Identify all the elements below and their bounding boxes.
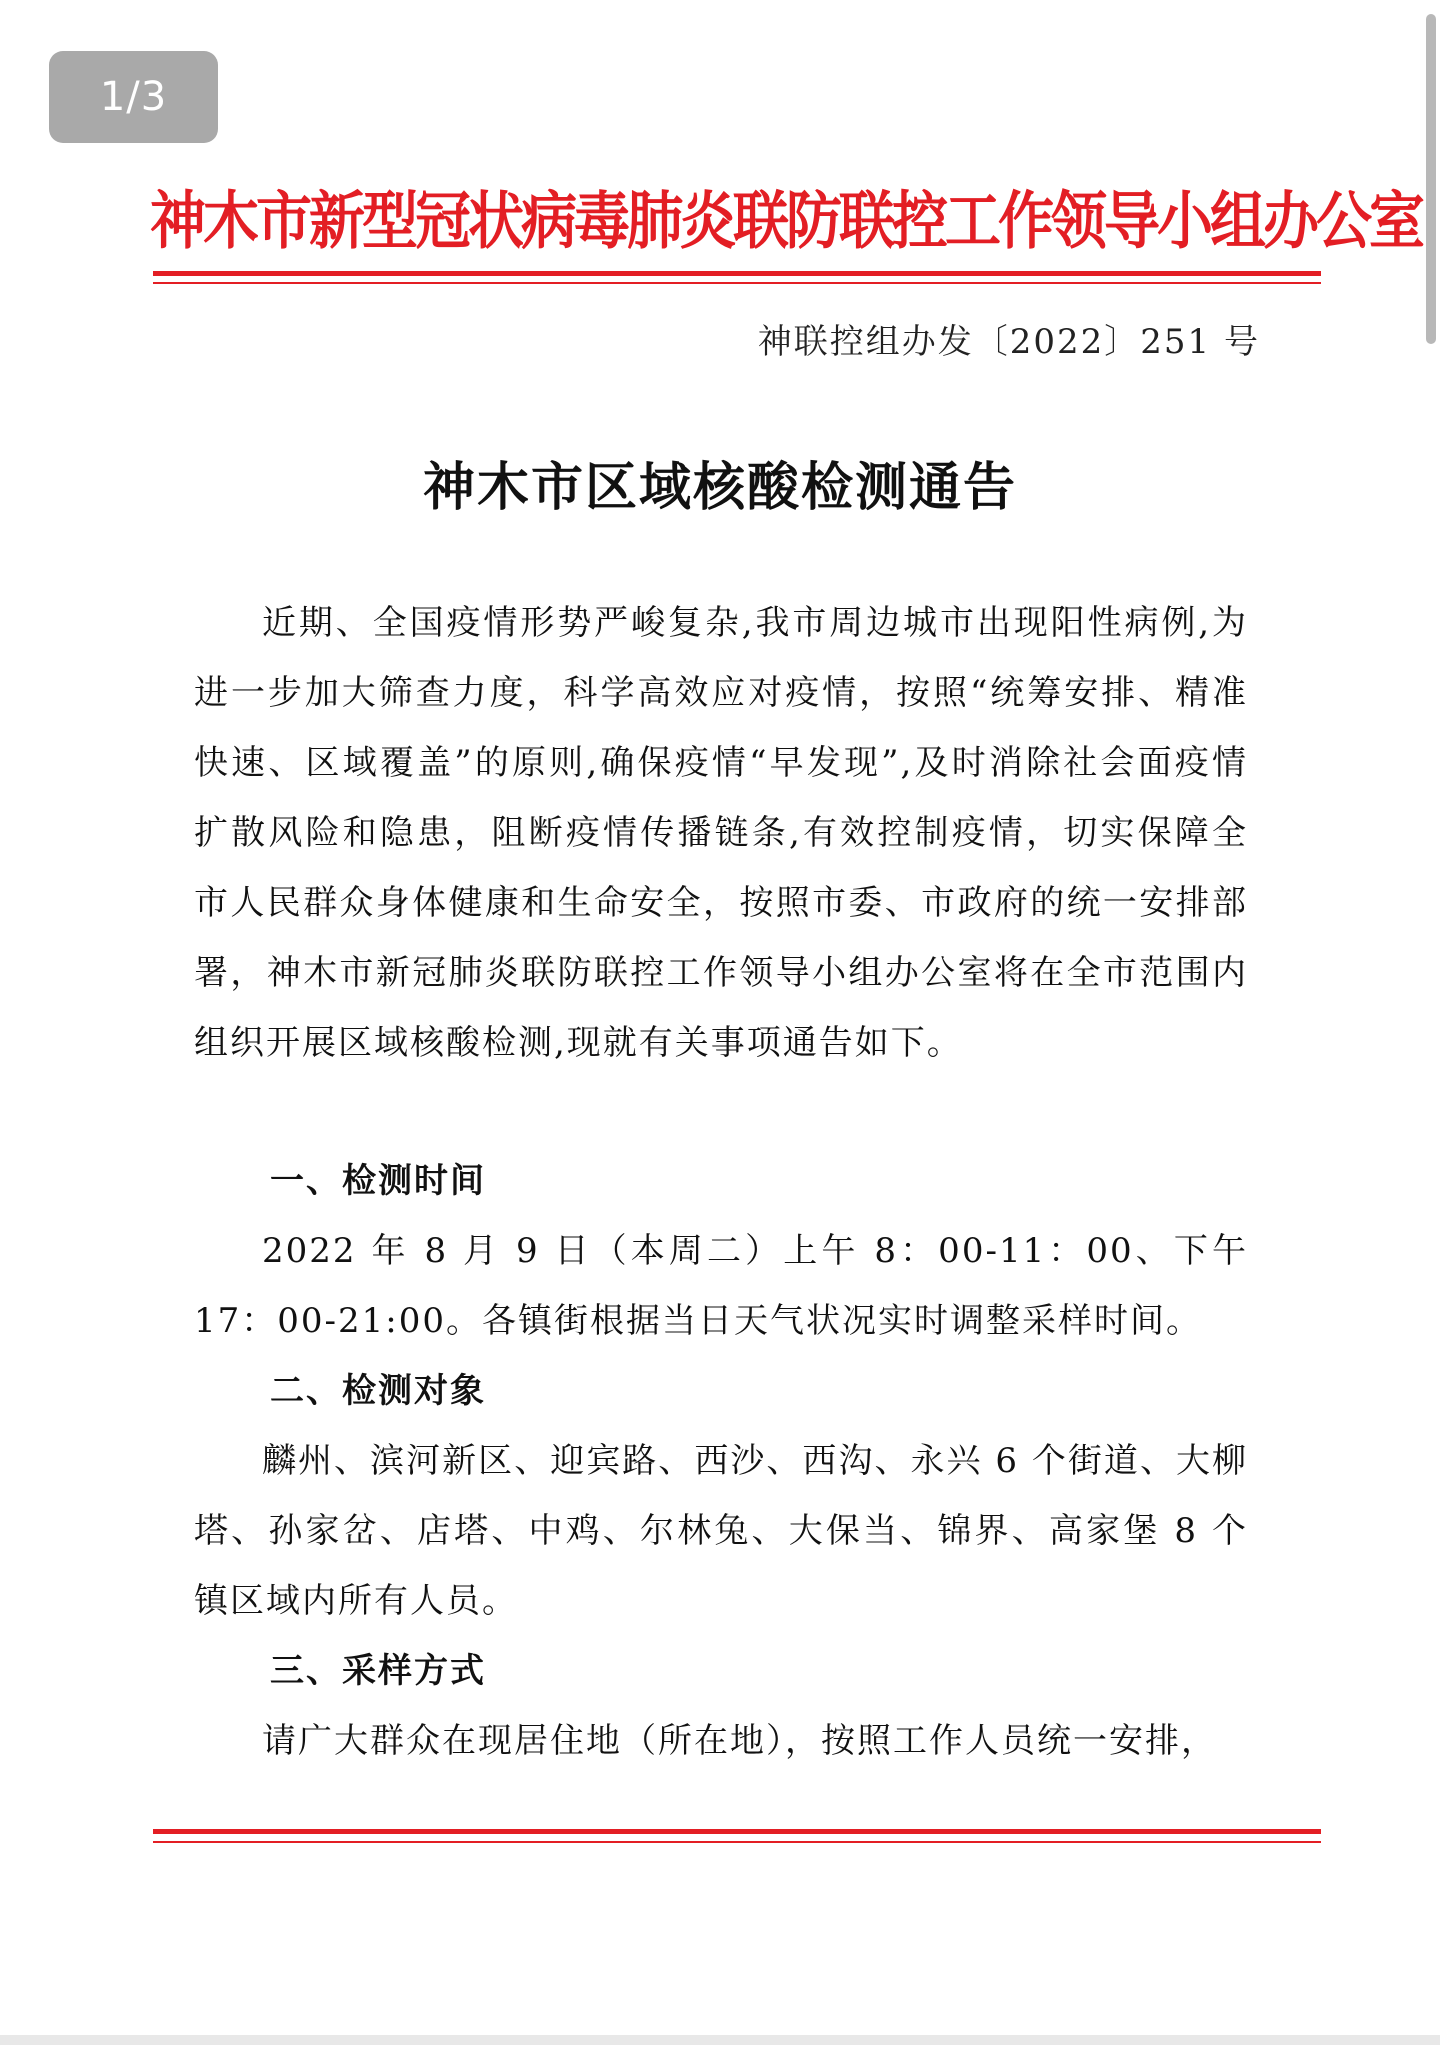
footer-rule-thin — [153, 1841, 1321, 1843]
document-title: 神木市区域核酸检测通告 — [422, 458, 1017, 518]
document-number: 神联控组办发〔2022〕251 号 — [757, 322, 1260, 362]
section-body-targets: 麟州、滨河新区、迎宾路、西沙、西沟、永兴 6 个街道、大柳塔、孙家岔、店塔、中鸡、尔林兔、大保当、锦界、高家堡 8 个镇区域内所有人员。 — [194, 1441, 1248, 1621]
footer-rule-thick — [153, 1829, 1321, 1834]
section-heading-time: 一、检测时间 — [270, 1161, 486, 1201]
page-indicator: 1/3 — [49, 51, 218, 143]
issuer-header: 神木市新型冠状病毒肺炎联防联控工作领导小组办公室 — [150, 185, 1422, 259]
section-body-time: 2022 年 8 月 9 日（本周二）上午 8：00-11：00、下午 17：00-21:00。各镇街根据当日天气状况实时调整采样时间。 — [194, 1231, 1248, 1341]
header-rule-thick — [153, 271, 1321, 276]
section-heading-method: 三、采样方式 — [270, 1651, 486, 1691]
scrollbar[interactable] — [1426, 14, 1436, 344]
intro-paragraph: 近期、全国疫情形势严峻复杂,我市周边城市出现阳性病例,为进一步加大筛查力度，科学高效应对疫情，按照“统筹安排、精准快速、区域覆盖”的原则,确保疫情“早发现”,及时消除社会面疫情扩散风险和隐患，阻断疫情传播链条,有效控制疫情，切实保障全市人民群众身体健康和生命安全，按照市委、市政府的统一安排部署，神木市新冠肺炎联防联控工作领导小组办公室将在全市范围内组织开展区域核酸检测,现就有关事项通告如下。 — [194, 603, 1248, 1063]
page-bottom-band — [0, 2035, 1440, 2045]
header-rule-thin — [153, 282, 1321, 284]
section-heading-targets: 二、检测对象 — [270, 1371, 486, 1411]
section-body-method: 请广大群众在现居住地（所在地），按照工作人员统一安排， — [262, 1721, 1217, 1761]
